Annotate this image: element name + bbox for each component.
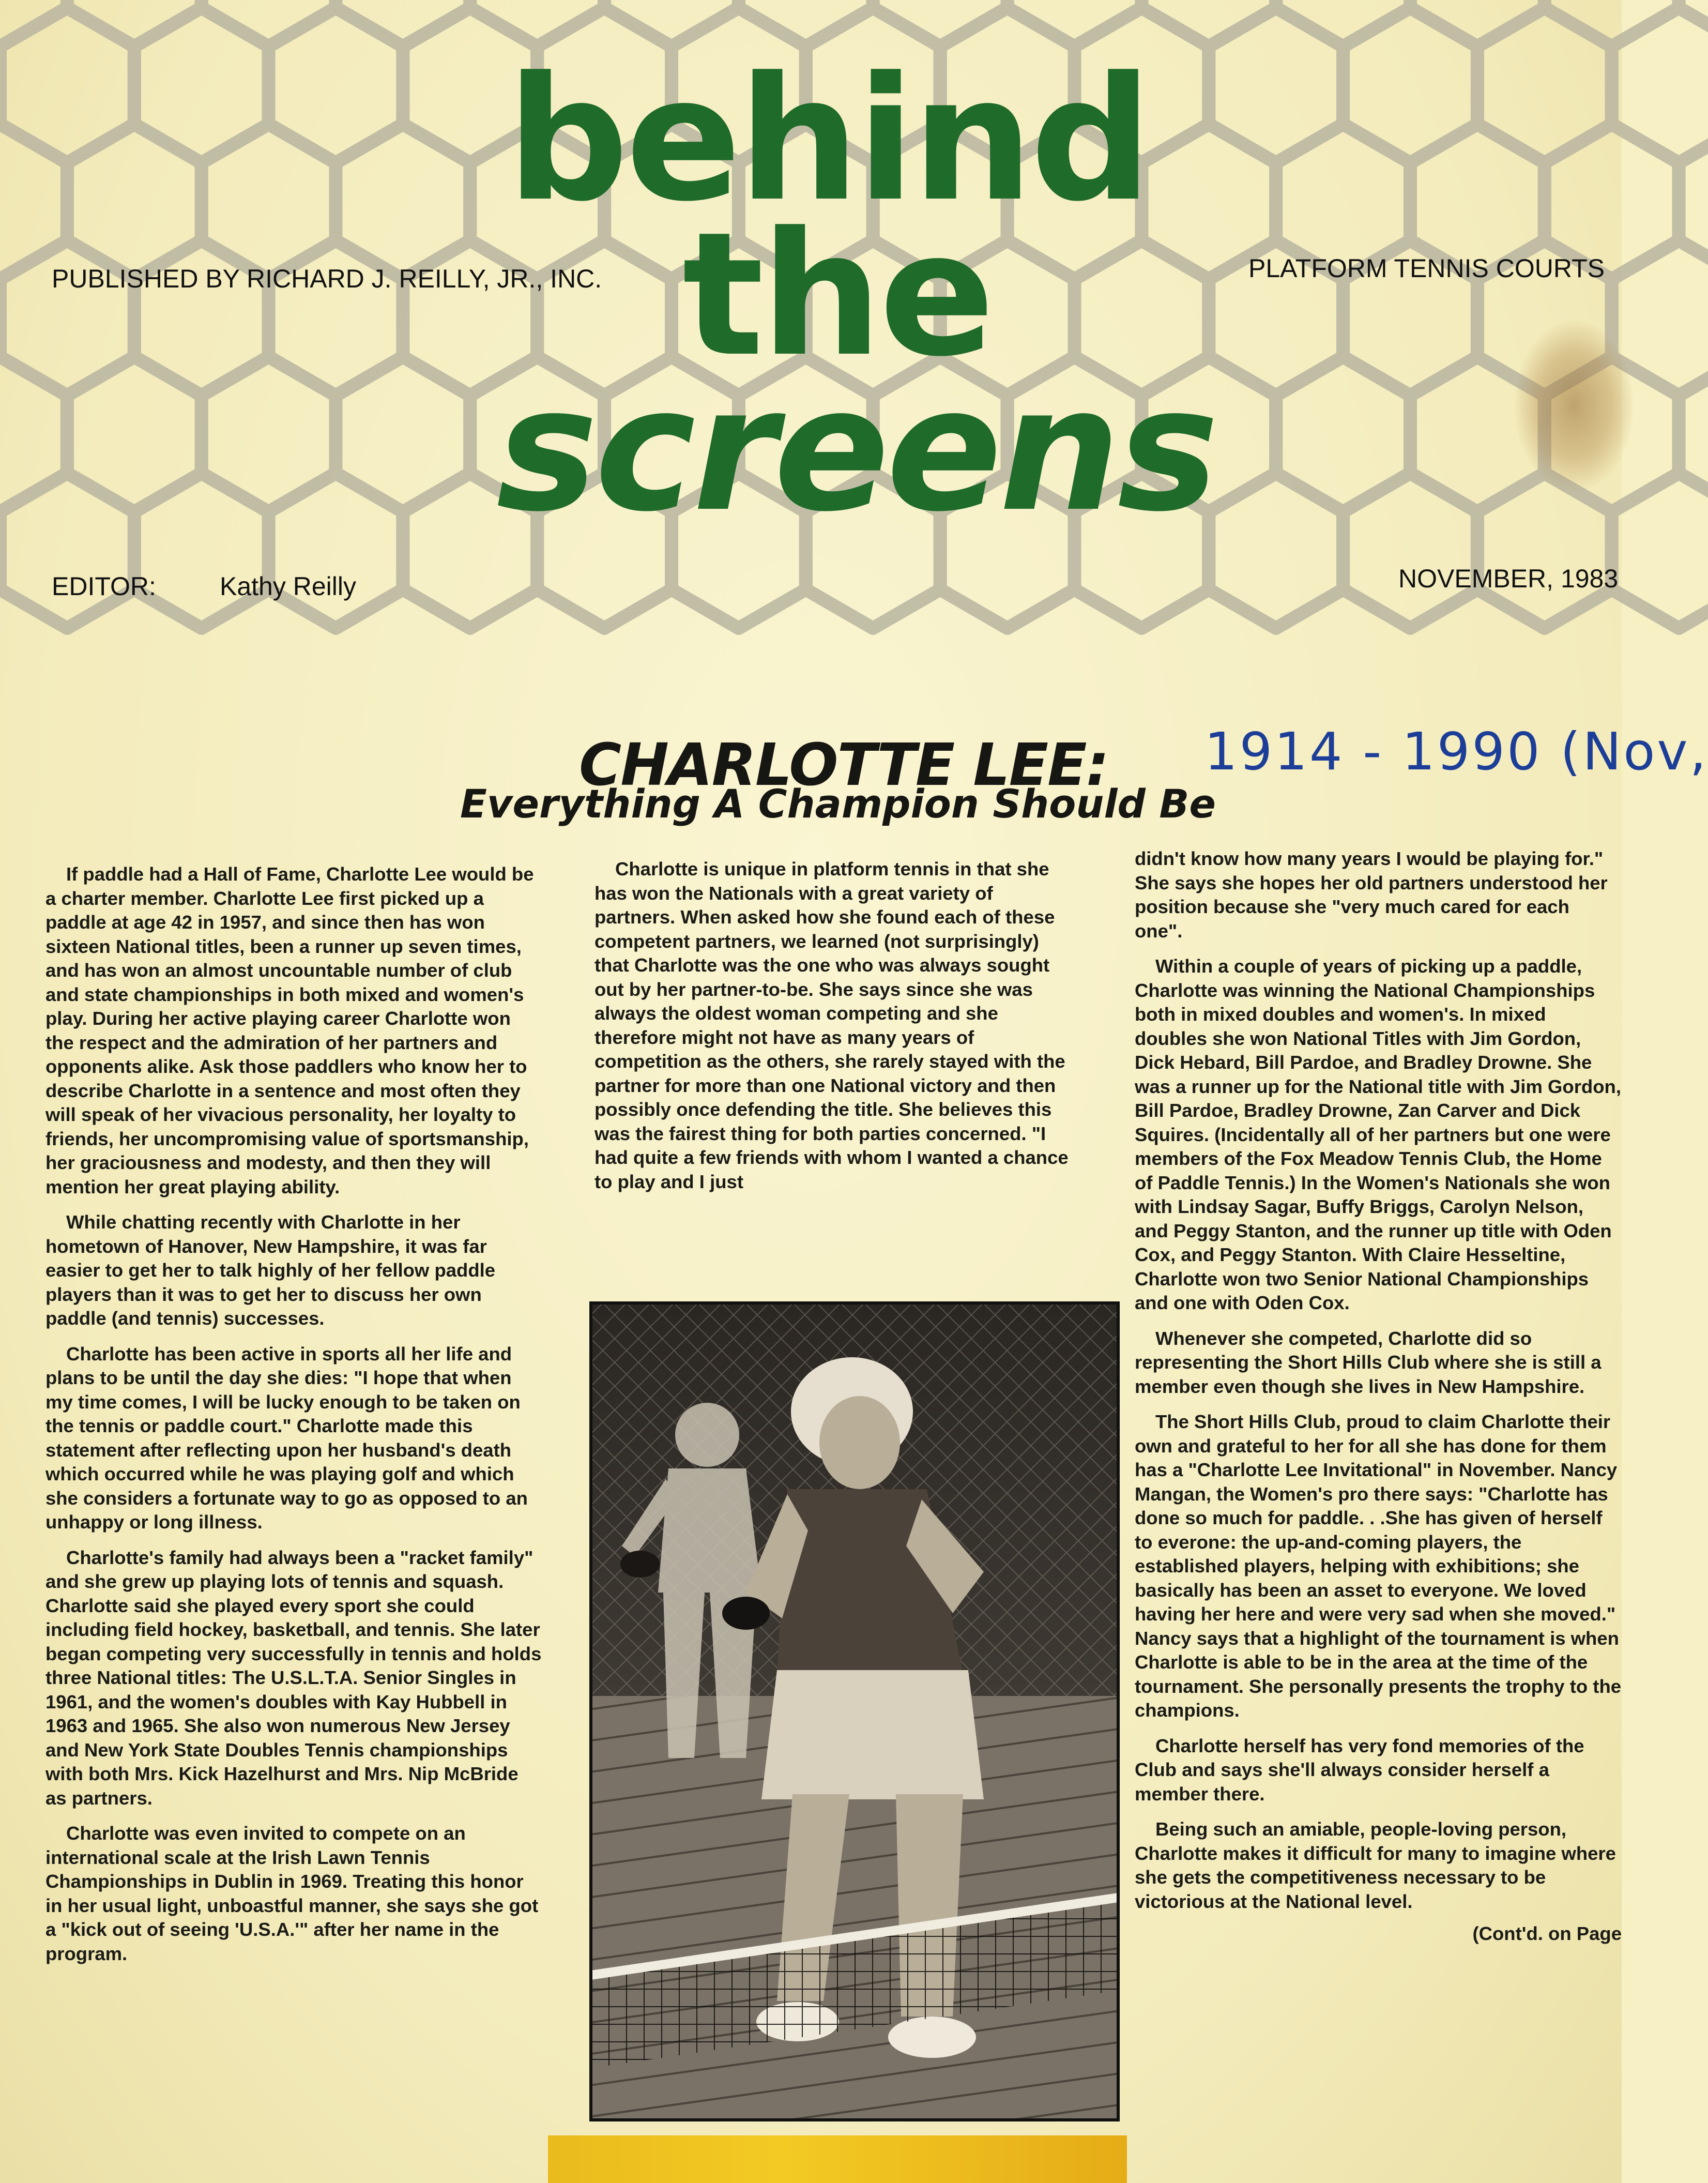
paragraph: Whenever she competed, Charlotte did so representing the Short Hills Club where she is still a member even though she lives in New Hampshire. — [1135, 1327, 1602, 1397]
article-column-3 — [1135, 847, 1622, 1958]
editor-label: EDITOR: — [52, 572, 156, 601]
coffee-stain — [1515, 321, 1634, 491]
article-subhead: Everything A Champion Should Be — [460, 781, 1216, 827]
fence-link — [1209, 473, 1343, 628]
paragraph: Charlotte was even invited to compete on an international scale at the Irish Lawn Tennis Championships in Dublin in 1969. Treating this honor in her usual light, unboastful manner, she says she got a "kick out of seeing 'U.S.A.'" after her name in the program. — [45, 1823, 539, 1964]
paragraph: Being such an amiable, people-loving person, Charlotte makes it difficult for many to imagine where she gets the competitiveness necessary to be victorious at the National level. — [1135, 1818, 1616, 1912]
fence-link — [134, 473, 269, 628]
paragraph: Charlotte herself has very fond memories of the Club and says she'll always consider herself a member there. — [1135, 1735, 1584, 1805]
masthead-title — [496, 40, 1216, 549]
paragraph: If paddle had a Hall of Fame, Charlotte Lee would be a charter member. Charlotte Lee first picked up a paddle at age 42 in 1957, and since then has won sixteen National titles, been a runner up seven times, and has won an almost uncountable number of club and state championships in both mixed and women's play. During her active playing career Charlotte won the respect and the admiration of her partners and opponents alike. Ask those paddlers who know her to describe Charlotte in a sentence and most often they will speak of her vivacious personality, her loyalty to friends, her uncompromising value of sportsmanship, her graciousness and modesty, and then they will mention her great playing ability. — [45, 863, 534, 1197]
paragraph: Within a couple of years of picking up a paddle, Charlotte was winning the National Championships both in mixed doubles and women's. In mixed doubles she won National Titles with Jim Gordon, Dick Hebard, Bill Pardoe, and Bradley Drowne. She was a runner up for the National title with Jim Gordon, Bill Pardoe, Bradley Drowne, Zan Carver and Dick Squires. (Incidentally all of her partners but one were members of the Fox Meadow Tennis Club, the Home of Paddle Tennis.) In the Women's Nationals she won with Lindsay Sagar, Buffy Briggs, Carolyn Nelson, and Peggy Stanton, and the runner up title with Oden Cox, and Peggy Stanton. With Claire Hesseltine, Charlotte won two Senior National Championships and one with Oden Cox. — [1135, 956, 1621, 1313]
masthead-word-the: the — [682, 195, 992, 394]
article-headline: CHARLOTTE LEE: — [579, 732, 1108, 799]
fence-link — [1343, 473, 1477, 628]
publisher-line: PUBLISHED BY RICHARD J. REILLY, JR., INC. — [52, 264, 602, 293]
fence-link — [1477, 473, 1612, 628]
paragraph: While chatting recently with Charlotte in her hometown of Hanover, New Hampshire, it was far easier to get her to talk highly of her fellow paddle players than it was to get her to discuss her own paddle (and tennis) successes. — [45, 1211, 496, 1329]
paragraph: Charlotte's family had always been a "racket family" and she grew up playing lots of tennis and squash. Charlotte said she played every sport she could including field hockey, basketball, and tennis. She later began competing very successfully in tennis and holds three National titles: The U.S.L.T.A. Senior Singles in 1961, and the women's doubles with Kay Hubbell in 1963 and 1965. She also won numerous New Jersey and New York State Doubles Tennis championships with both Mrs. Kick Hazelhurst and Mrs. Nip McBride as partners. — [45, 1547, 542, 1809]
tagline: PLATFORM TENNIS COURTS — [1248, 254, 1605, 283]
article-column-2 — [594, 857, 1070, 1205]
yellow-tape-strip — [548, 2135, 1127, 2183]
paragraph: Charlotte has been active in sports all her life and plans to be until the day she dies: "I hope that when my time comes, I will be lucky enough to be taken on the tennis or paddle court." Charlotte made this statement after reflecting upon her husband's death which occurred while he was playing golf and which she considers a fortunate way to go as opposed to an unhappy or long illness. — [45, 1343, 528, 1533]
paragraph-continued: didn't know how many years I would be playing for." She says she hopes her old partners understood her position because she "very much cared for each one". — [1135, 848, 1608, 942]
photo-illustration — [591, 1303, 1118, 2120]
editor-name: Kathy Reilly — [220, 572, 356, 601]
paragraph: The Short Hills Club, proud to claim Charlotte their own and grateful to her for all she has done for them has a "Charlotte Lee Invitational" in November. Nancy Mangan, the Women's pro there says: "Charlotte has done so much for paddle. . .She has given of herself to everone: the up-and-coming players, the established players, helping with exhibitions; she basically has been an asset to everyone. We loved having her here and were very sad when she moved." Nancy says that a highlight of the tournament is when Charlotte is able to be in the area at the time of the tournament. She personally presents the trophy to the champions. — [1135, 1411, 1622, 1721]
fence-link — [269, 473, 403, 628]
issue-date: NOVEMBER, 1983 — [1398, 564, 1619, 593]
continued-on-page-note: (Cont'd. on Page — [1472, 1923, 1622, 1944]
fence-link — [0, 473, 134, 628]
paragraph: Charlotte is unique in platform tennis in that she has won the Nationals with a great variety of partners. When asked how she found each of these competent partners, we learned (not surprisingly) that Charlotte was the one who was always sought out by her partner-to-be. She says since she was always the oldest woman competing and she therefore might not have as many years of competition as the others, she rarely stayed with the partner for more than one National victory and then possibly once defending the title. She believes this was the fairest thing for both parties concerned. "I had quite a few friends with whom I wanted a chance to play and I just — [594, 858, 1069, 1192]
masthead-word-behind: behind — [507, 40, 1150, 239]
article-column-1 — [45, 862, 542, 1977]
article-photo-paddle-players — [591, 1303, 1118, 2120]
handwritten-annotation: 1914 - 1990 (Nov, — [1204, 721, 1708, 782]
masthead-word-screens: screens — [496, 351, 1216, 549]
fence-link — [1612, 473, 1708, 628]
